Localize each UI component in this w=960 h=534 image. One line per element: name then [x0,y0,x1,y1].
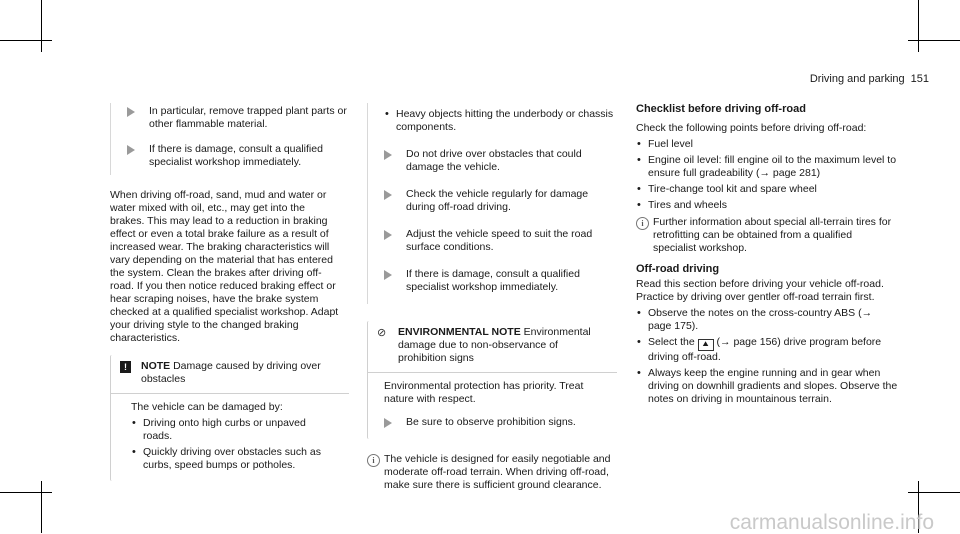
leaf-icon: ⊘ [377,327,387,339]
crop-mark [918,0,919,52]
warning-icon: ! [120,361,131,373]
step-arrow-icon [127,145,135,155]
column-2 [367,103,617,492]
step-arrow-icon [384,418,392,428]
list-item: • Quickly driving over obstacles such as curbs, speed bumps or potholes. [132,446,321,471]
checklist-heading: Checklist before driving off-road [636,103,806,115]
env-note-label: ENVIRONMENTAL NOTE [398,326,521,338]
crop-mark [0,40,52,41]
note-box [110,355,349,481]
step-arrow-icon [384,270,392,280]
step-arrow-icon [384,150,392,160]
crop-mark [41,0,42,52]
info-note: i The vehicle is designed for easily negotiable and moderate off-road terrain. When driving off-road, make sure there is sufficient ground clearance. [367,453,617,492]
list-item: • Tire-change tool kit and spare wheel [637,183,817,195]
brake-paragraph: When driving off-road, sand, mud and water or water mixed with oil, etc., may get into the brakes. This may lead to a reduction in braking effect or even a total brake failure as a result of increased wear. The braking characteristics will vary depending on the material that has entered the system. Clean the brakes after driving off-road. If you then notice reduced braking effect or hear scraping noises, have the brake system checked at a qualified specialist workshop. Adapt your driving style to the changed braking characteristics. [110,189,339,344]
step-item: In particular, remove trapped plant parts or other flammable material. [127,105,350,131]
note-title: Damage caused by driving over obstacles [141,360,321,385]
list-item: • Tires and wheels [637,199,727,211]
step-arrow-icon [384,190,392,200]
list-item: • Fuel level [637,138,693,150]
step-item: Be sure to observe prohibition signs. [384,416,605,429]
crop-mark [41,481,42,533]
step-item: Check the vehicle regularly for damage during off-road driving. [384,188,617,214]
offroad-heading: Off-road driving [636,263,720,275]
env-note-body [368,373,617,439]
list-item: • Engine oil level: fill engine oil to the maximum level to ensure full gradeability (→ page 281) [637,154,897,179]
running-header [810,73,929,86]
info-icon: i [367,454,380,467]
section-title: Driving and parking [809,73,905,85]
env-note-title: Environmental damage due to non-observance of prohibition signs [398,326,591,364]
note-continued [367,103,617,304]
crop-mark [908,492,960,493]
list-item: • Select the ⛰ (→ page 156) drive program before driving off-road. [637,336,882,363]
watermark: carmanualsonline.info [729,511,934,534]
list-item: • Driving onto high curbs or unpaved roads. [132,417,306,442]
offroad-intro: Read this section before driving your vehicle off-road. Practice by driving over gentler off-road terrain first. [636,278,884,303]
step-item: If there is damage, consult a qualified specialist workshop immediately. [127,143,350,169]
checklist-intro: Check the following points before driving off-road: [636,122,867,134]
step-item: If there is damage, consult a qualified specialist workshop immediately. [384,268,617,294]
column-3 [636,103,898,409]
column-1 [110,103,350,481]
step-item: Do not drive over obstacles that could damage the vehicle. [384,148,617,174]
note-label: NOTE [141,360,171,372]
info-icon: i [636,217,649,230]
note-body [111,394,349,481]
info-note: i Further information about special all-terrain tires for retrofitting can be obtained from a qualified specialist workshop. [636,216,898,255]
crop-mark [908,40,960,41]
step-arrow-icon [127,107,135,117]
list-item: • Heavy objects hitting the underbody or chassis components. [385,108,614,133]
list-item: • Always keep the engine running and in gear when driving on downhill gradients and slopes. Observe the notes on driving in mountainous terrain. [637,367,898,405]
note-intro: The vehicle can be damaged by: [131,401,283,413]
note-header [111,355,349,394]
step-arrow-icon [384,230,392,240]
offroad-drive-program-icon: ⛰ [698,339,714,351]
env-note-text: Environmental protection has priority. Treat nature with respect. [384,380,584,405]
page-number: 151 [910,73,929,85]
crop-mark [0,492,52,493]
step-item: Adjust the vehicle speed to suit the road surface conditions. [384,228,617,254]
environmental-note-box [367,321,617,439]
list-item: • Observe the notes on the cross-country ABS (→ page 175). [637,307,873,332]
env-note-header [368,321,617,373]
steps-continued [110,103,350,175]
